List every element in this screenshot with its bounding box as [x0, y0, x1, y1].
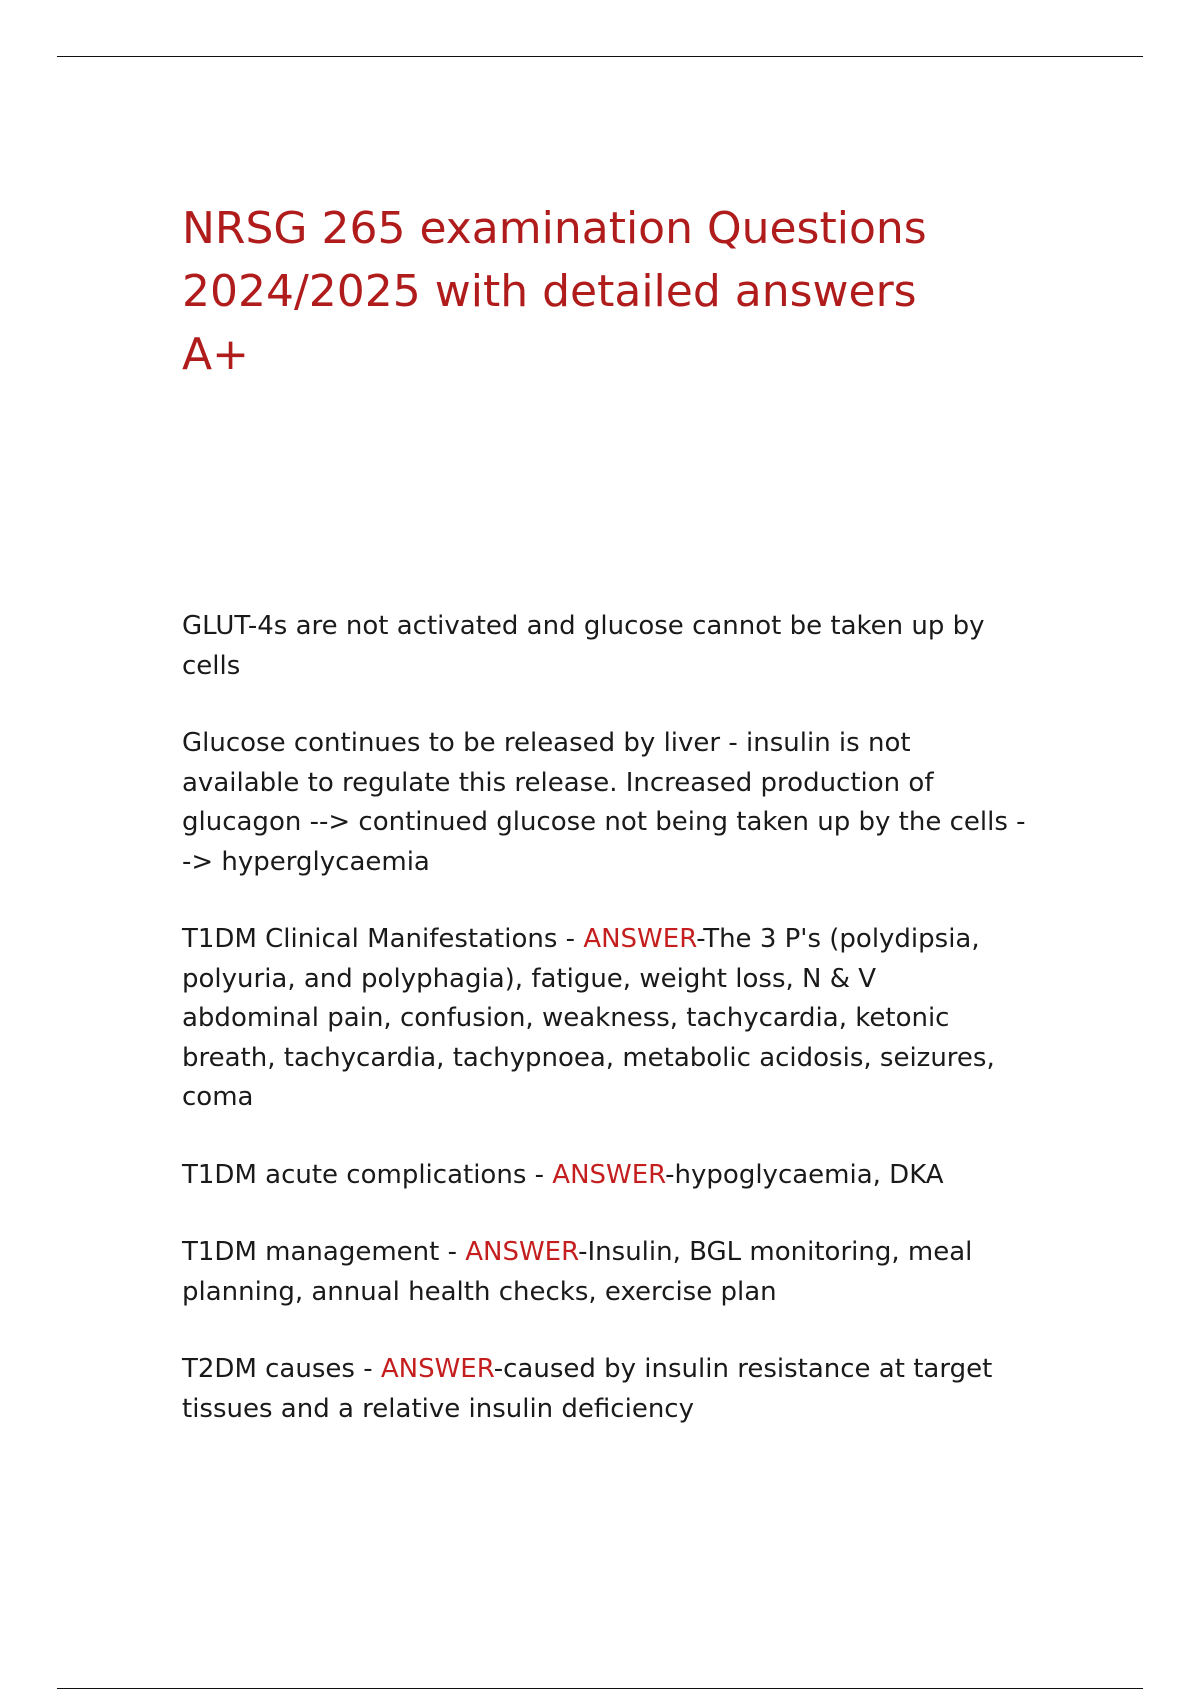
- qa-first-line: [182, 1233, 1042, 1273]
- answer-text: -Insulin, BGL monitoring, meal: [578, 1237, 973, 1267]
- answer-text: -hypoglycaemia, DKA: [665, 1159, 944, 1190]
- text-line: available to regulate this release. Increased production of: [182, 767, 934, 798]
- paragraph-glucose-release: [182, 724, 1042, 882]
- question-text: T1DM Clinical Manifestations -: [182, 924, 584, 954]
- text-line: GLUT-4s are not activated and glucose cannot be taken up by: [182, 611, 985, 641]
- text-line: coma: [182, 1082, 254, 1112]
- question-text: T1DM acute complications -: [182, 1159, 553, 1190]
- qa-t1dm-management: [182, 1233, 1042, 1312]
- text-line: abdominal pain, confusion, weakness, tachycardia, ketonic: [182, 1003, 950, 1033]
- question-text: T2DM causes -: [182, 1354, 381, 1384]
- text-line: Glucose continues to be released by liver - insulin is not: [182, 728, 911, 758]
- text-line: breath, tachycardia, tachypnoea, metabolic acidosis, seizures,: [182, 1042, 995, 1073]
- answer-tag: ANSWER: [380, 1354, 494, 1384]
- document-title: [182, 197, 942, 386]
- text-line: polyuria, and polyphagia), fatigue, weight loss, N & V: [182, 963, 877, 994]
- text-line: glucagon --> continued glucose not being taken up by the cells -: [182, 807, 1026, 837]
- bottom-rule: [57, 1688, 1143, 1689]
- qa-first-line: [182, 1350, 1042, 1390]
- qa-first-line: [182, 1156, 1042, 1196]
- qa-t1dm-clinical-manifestations: [182, 920, 1042, 1118]
- title-line: A+: [182, 329, 249, 380]
- title-line: NRSG 265 examination Questions: [182, 203, 927, 254]
- document-body: [182, 607, 1042, 1467]
- text-line: tissues and a relative insulin deficiency: [182, 1393, 694, 1424]
- text-line: planning, annual health checks, exercise plan: [182, 1276, 777, 1307]
- qa-t1dm-acute-complications: [182, 1156, 1042, 1196]
- answer-text: -caused by insulin resistance at target: [493, 1354, 993, 1384]
- qa-first-line: [182, 920, 1042, 960]
- qa-t2dm-causes: [182, 1350, 1042, 1429]
- question-text: T1DM management -: [182, 1237, 466, 1267]
- answer-tag: ANSWER: [465, 1237, 579, 1267]
- paragraph-glut4: [182, 607, 1042, 686]
- text-line: -> hyperglycaemia: [182, 846, 430, 877]
- answer-tag: ANSWER: [583, 924, 697, 954]
- answer-tag: ANSWER: [552, 1159, 666, 1190]
- text-line: cells: [182, 650, 241, 681]
- title-line: 2024/2025 with detailed answers: [182, 266, 917, 317]
- top-rule: [57, 56, 1143, 57]
- answer-text: -The 3 P's (polydipsia,: [696, 924, 980, 954]
